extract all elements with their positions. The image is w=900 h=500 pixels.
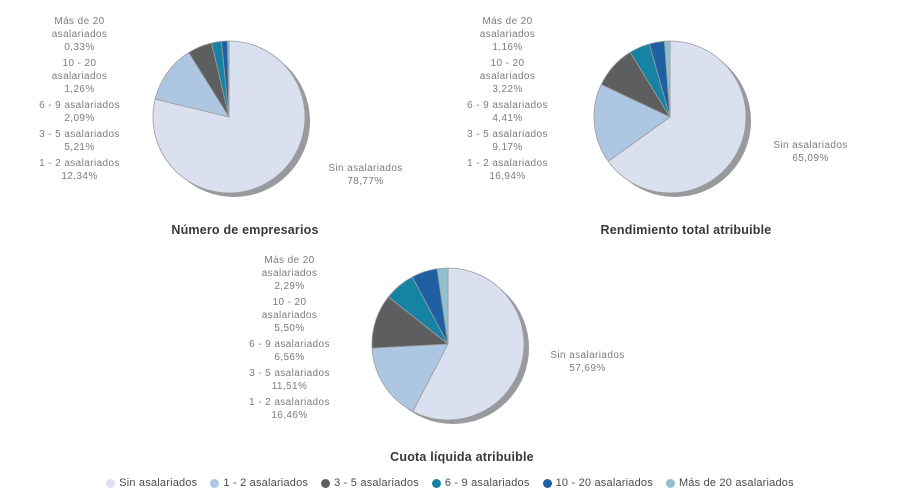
pie-slice [189,43,229,117]
slice-label: Más de 20 asalariados 0,33% [51,16,108,53]
slice-labels [440,15,575,183]
legend-item [106,477,197,489]
legend-label: 1 - 2 asalariados [223,477,309,489]
pie-slice [664,41,670,117]
slice-label: 10 - 20 asalariados 3,22% [479,58,536,95]
slice-label: 10 - 20 asalariados 5,50% [261,297,318,334]
slice-labels [12,15,147,183]
legend-item [543,477,653,489]
pie-slice [155,53,229,117]
pie-slice [594,84,670,161]
legend-item [210,477,308,489]
legend-swatch-icon [210,479,219,488]
legend-item [666,477,794,489]
legend-swatch-icon [543,479,552,488]
legend-label: 3 - 5 asalariados [334,477,419,489]
slice-label: 1 - 2 asalariados 16,94% [467,158,548,182]
pie-shadow [377,272,529,424]
pie-shadow [158,45,310,197]
pie-rendimiento-total-atribuible [585,32,761,208]
slice-label: 3 - 5 asalariados 9,17% [467,129,548,153]
legend-label: Más de 20 asalariados [678,477,794,489]
pie-slice [372,297,448,348]
legend-item [432,477,530,489]
legend-swatch-icon [666,479,675,488]
chart-title: Rendimiento total atribuible [600,223,772,237]
legend-swatch-icon [321,479,330,488]
legend-label: Sin asalariados [119,477,198,489]
pie-slice [221,41,229,117]
slice-labels [222,254,357,422]
legend-label: 6 - 9 asalariados [444,477,530,489]
pie-slice [413,268,524,420]
pie-cuota-liquida-atribuible [363,259,539,435]
pie-slice [437,268,448,344]
pie-slice [412,269,448,344]
pie-slice [608,41,746,193]
pie-slice [153,41,305,193]
legend-item [321,477,419,489]
legend-swatch-icon [106,479,115,488]
chart-title: Cuota líquida atribuible [390,450,534,464]
pie-slice [630,44,670,117]
pie-slice [372,344,448,411]
slice-label: 6 - 9 asalariados 4,41% [467,100,548,124]
slice-label: 1 - 2 asalariados 16,46% [249,397,330,421]
pie-slice [388,277,448,344]
pie-slice [601,52,670,117]
slice-label: 10 - 20 asalariados 1,26% [51,58,108,95]
slice-label: 3 - 5 asalariados 11,51% [249,368,330,392]
slice-label: 6 - 9 asalariados 2,09% [39,100,120,124]
slice-label: 3 - 5 asalariados 5,21% [39,129,120,153]
slice-label: 1 - 2 asalariados 12,34% [39,158,120,182]
pie-slice [649,41,670,117]
slice-label: Más de 20 asalariados 1,16% [479,16,536,53]
pie-shadow [599,45,751,197]
slice-label: Más de 20 asalariados 2,29% [261,255,318,292]
pie-slice [227,41,229,117]
slice-label: 6 - 9 asalariados 6,56% [249,339,330,363]
sin-asalariados-label: Sin asalariados 57,69% [550,350,625,374]
pie-slice [212,41,229,117]
sin-asalariados-label: Sin asalariados 65,09% [773,140,848,164]
legend [0,477,900,489]
sin-asalariados-label: Sin asalariados 78,77% [328,163,403,187]
legend-label: 10 - 20 asalariados [555,477,653,489]
chart-title: Número de empresarios [171,223,319,237]
legend-swatch-icon [432,479,441,488]
pie-numero-de-empresarios [144,32,320,208]
